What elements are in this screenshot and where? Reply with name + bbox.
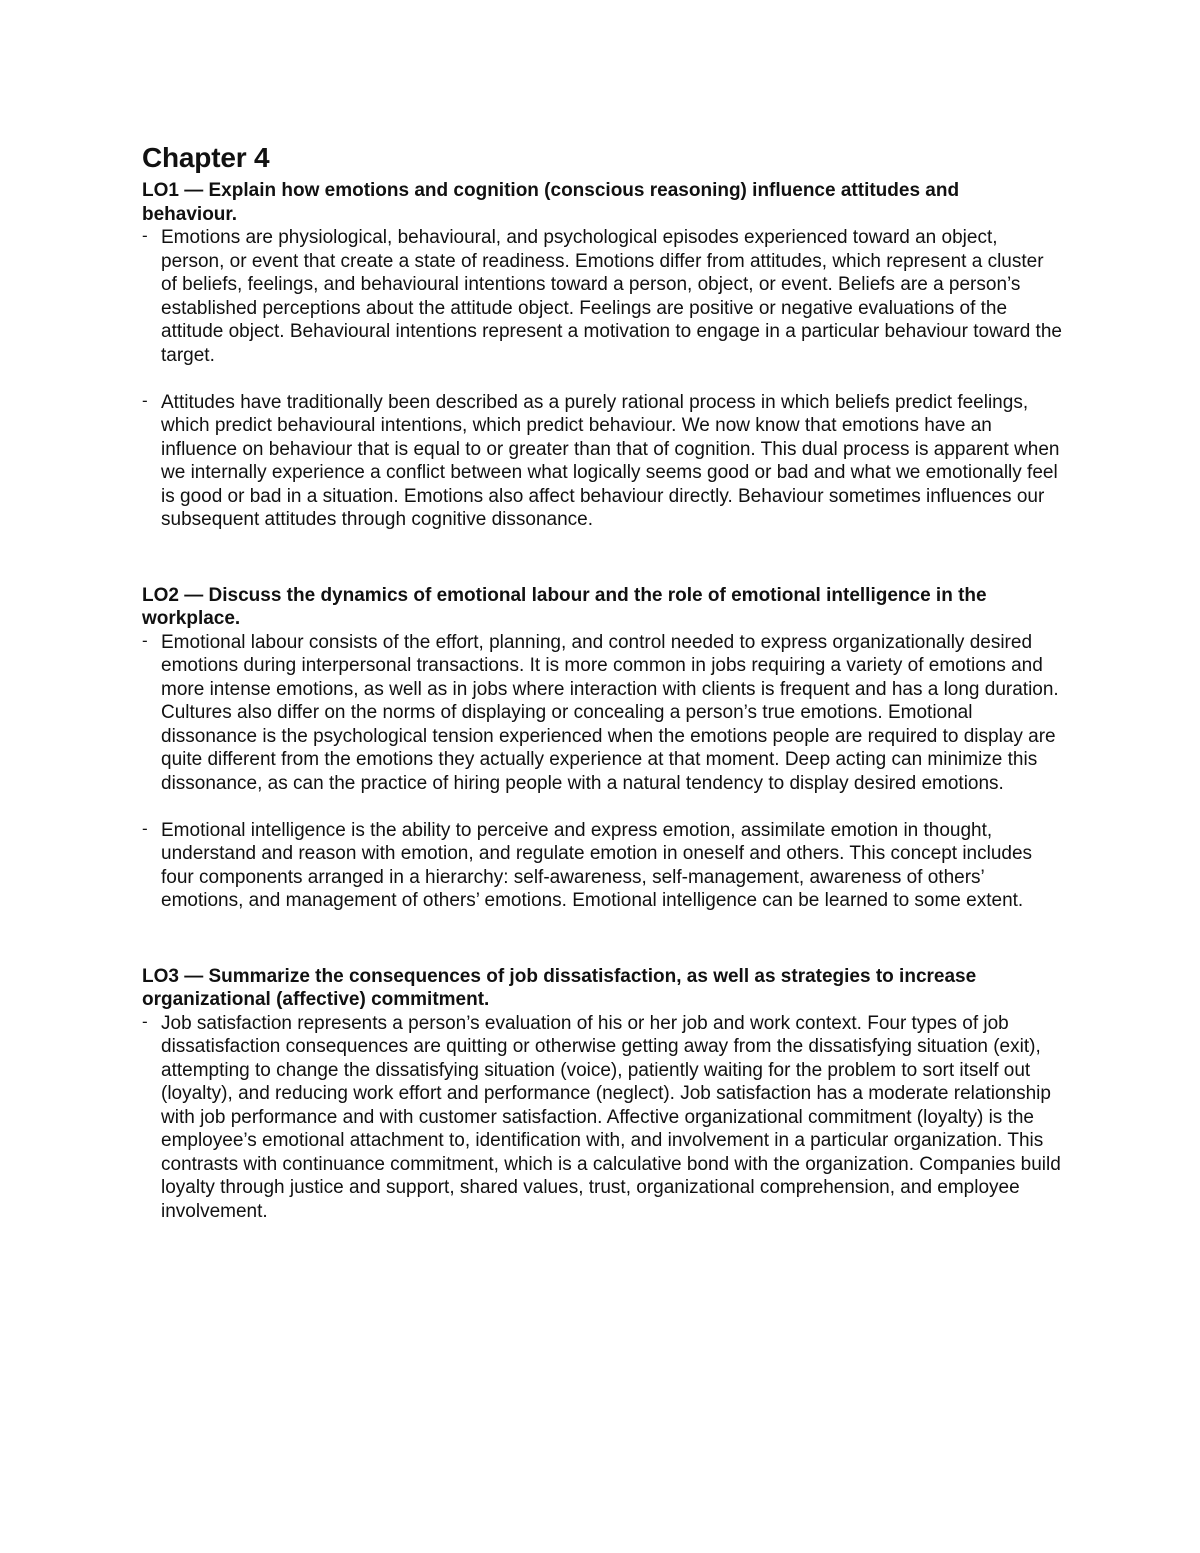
bullet-item (142, 391, 1062, 532)
document-page (142, 140, 1062, 1223)
bullet-item (142, 819, 1062, 913)
bullet-text: Attitudes have traditionally been described as a purely rational process in which beliefs predict feelings, which predict behavioural intentions, which predict behaviour. We now know that emotions have an influence on behaviour that is equal to or greater than that of cognition. This dual process is apparent when we internally experience a conflict between what logically seems good or bad and what we emotionally feel is good or bad in a situation. Emotions also affect behaviour directly. Behaviour sometimes influences our subsequent attitudes through cognitive dissonance. (161, 391, 1060, 530)
bullet-item (142, 1012, 1062, 1224)
bullet-text: Emotional labour consists of the effort, planning, and control needed to express organizationally desired emotions during interpersonal transactions. It is more common in jobs requiring a variety of emotions and more intense emotions, as well as in jobs where interaction with clients is frequent and has a long duration. Cultures also differ on the norms of displaying or concealing a person’s true emotions. Emotional dissonance is the psychological tension experienced when the emotions people are required to display are quite different from the emotions they actually experience at that moment. Deep acting can minimize this dissonance, as can the practice of hiring people with a natural tendency to display desired emotions. (161, 631, 1059, 794)
bullet-text: Emotional intelligence is the ability to perceive and express emotion, assimilate emotion in thought, understand and reason with emotion, and regulate emotion in oneself and others. This concept includes four components arranged in a hierarchy: self-awareness, self-management, awareness of others’ emotions, and management of others’ emotions. Emotional intelligence can be learned to some extent. (161, 819, 1033, 911)
bullet-item (142, 226, 1062, 367)
dash-bullet-marker: - (142, 818, 148, 838)
bullet-text: Emotions are physiological, behavioural, and psychological episodes experienced toward an object, person, or event that create a state of readiness. Emotions differ from attitudes, which represent a cluster of beliefs, feelings, and behavioural intentions toward a person, object, or event. Beliefs are a person’s established perceptions about the attitude object. Feelings are positive or negative evaluations of the attitude object. Behavioural intentions represent a motivation to engage in a particular behaviour toward the target. (161, 227, 1062, 366)
section-heading: LO1 — Explain how emotions and cognition (conscious reasoning) influence attitudes and behaviour. (142, 180, 960, 225)
dash-bullet-marker: - (142, 226, 148, 245)
section-lo3 (142, 965, 1062, 1224)
dash-bullet-marker: - (142, 390, 148, 410)
dash-bullet-marker: - (142, 630, 148, 650)
section-heading: LO2 — Discuss the dynamics of emotional labour and the role of emotional intelligence in the workplace. (142, 584, 987, 629)
section-lo1 (142, 179, 1062, 532)
chapter-title: Chapter 4 (142, 142, 270, 173)
section-heading: LO3 — Summarize the consequences of job dissatisfaction, as well as strategies to increase organizational (affective) commitment. (142, 965, 977, 1010)
section-lo2 (142, 584, 1062, 913)
bullet-text: Job satisfaction represents a person’s evaluation of his or her job and work context. Four types of job dissatisfaction consequences are quitting or otherwise getting away from the dissatisfying situation (exit), attempting to change the dissatisfying situation (voice), patiently waiting for the problem to sort itself out (loyalty), and reducing work effort and performance (neglect). Job satisfaction has a moderate relationship with job performance and with customer satisfaction. Affective organizational commitment (loyalty) is the employee’s emotional attachment to, identification with, and involvement in a particular organization. This contrasts with continuance commitment, which is a calculative bond with the organization. Companies build loyalty through justice and support, shared values, trust, organizational comprehension, and employee involvement. (161, 1012, 1061, 1222)
dash-bullet-marker: - (142, 1011, 148, 1031)
bullet-item (142, 631, 1062, 796)
